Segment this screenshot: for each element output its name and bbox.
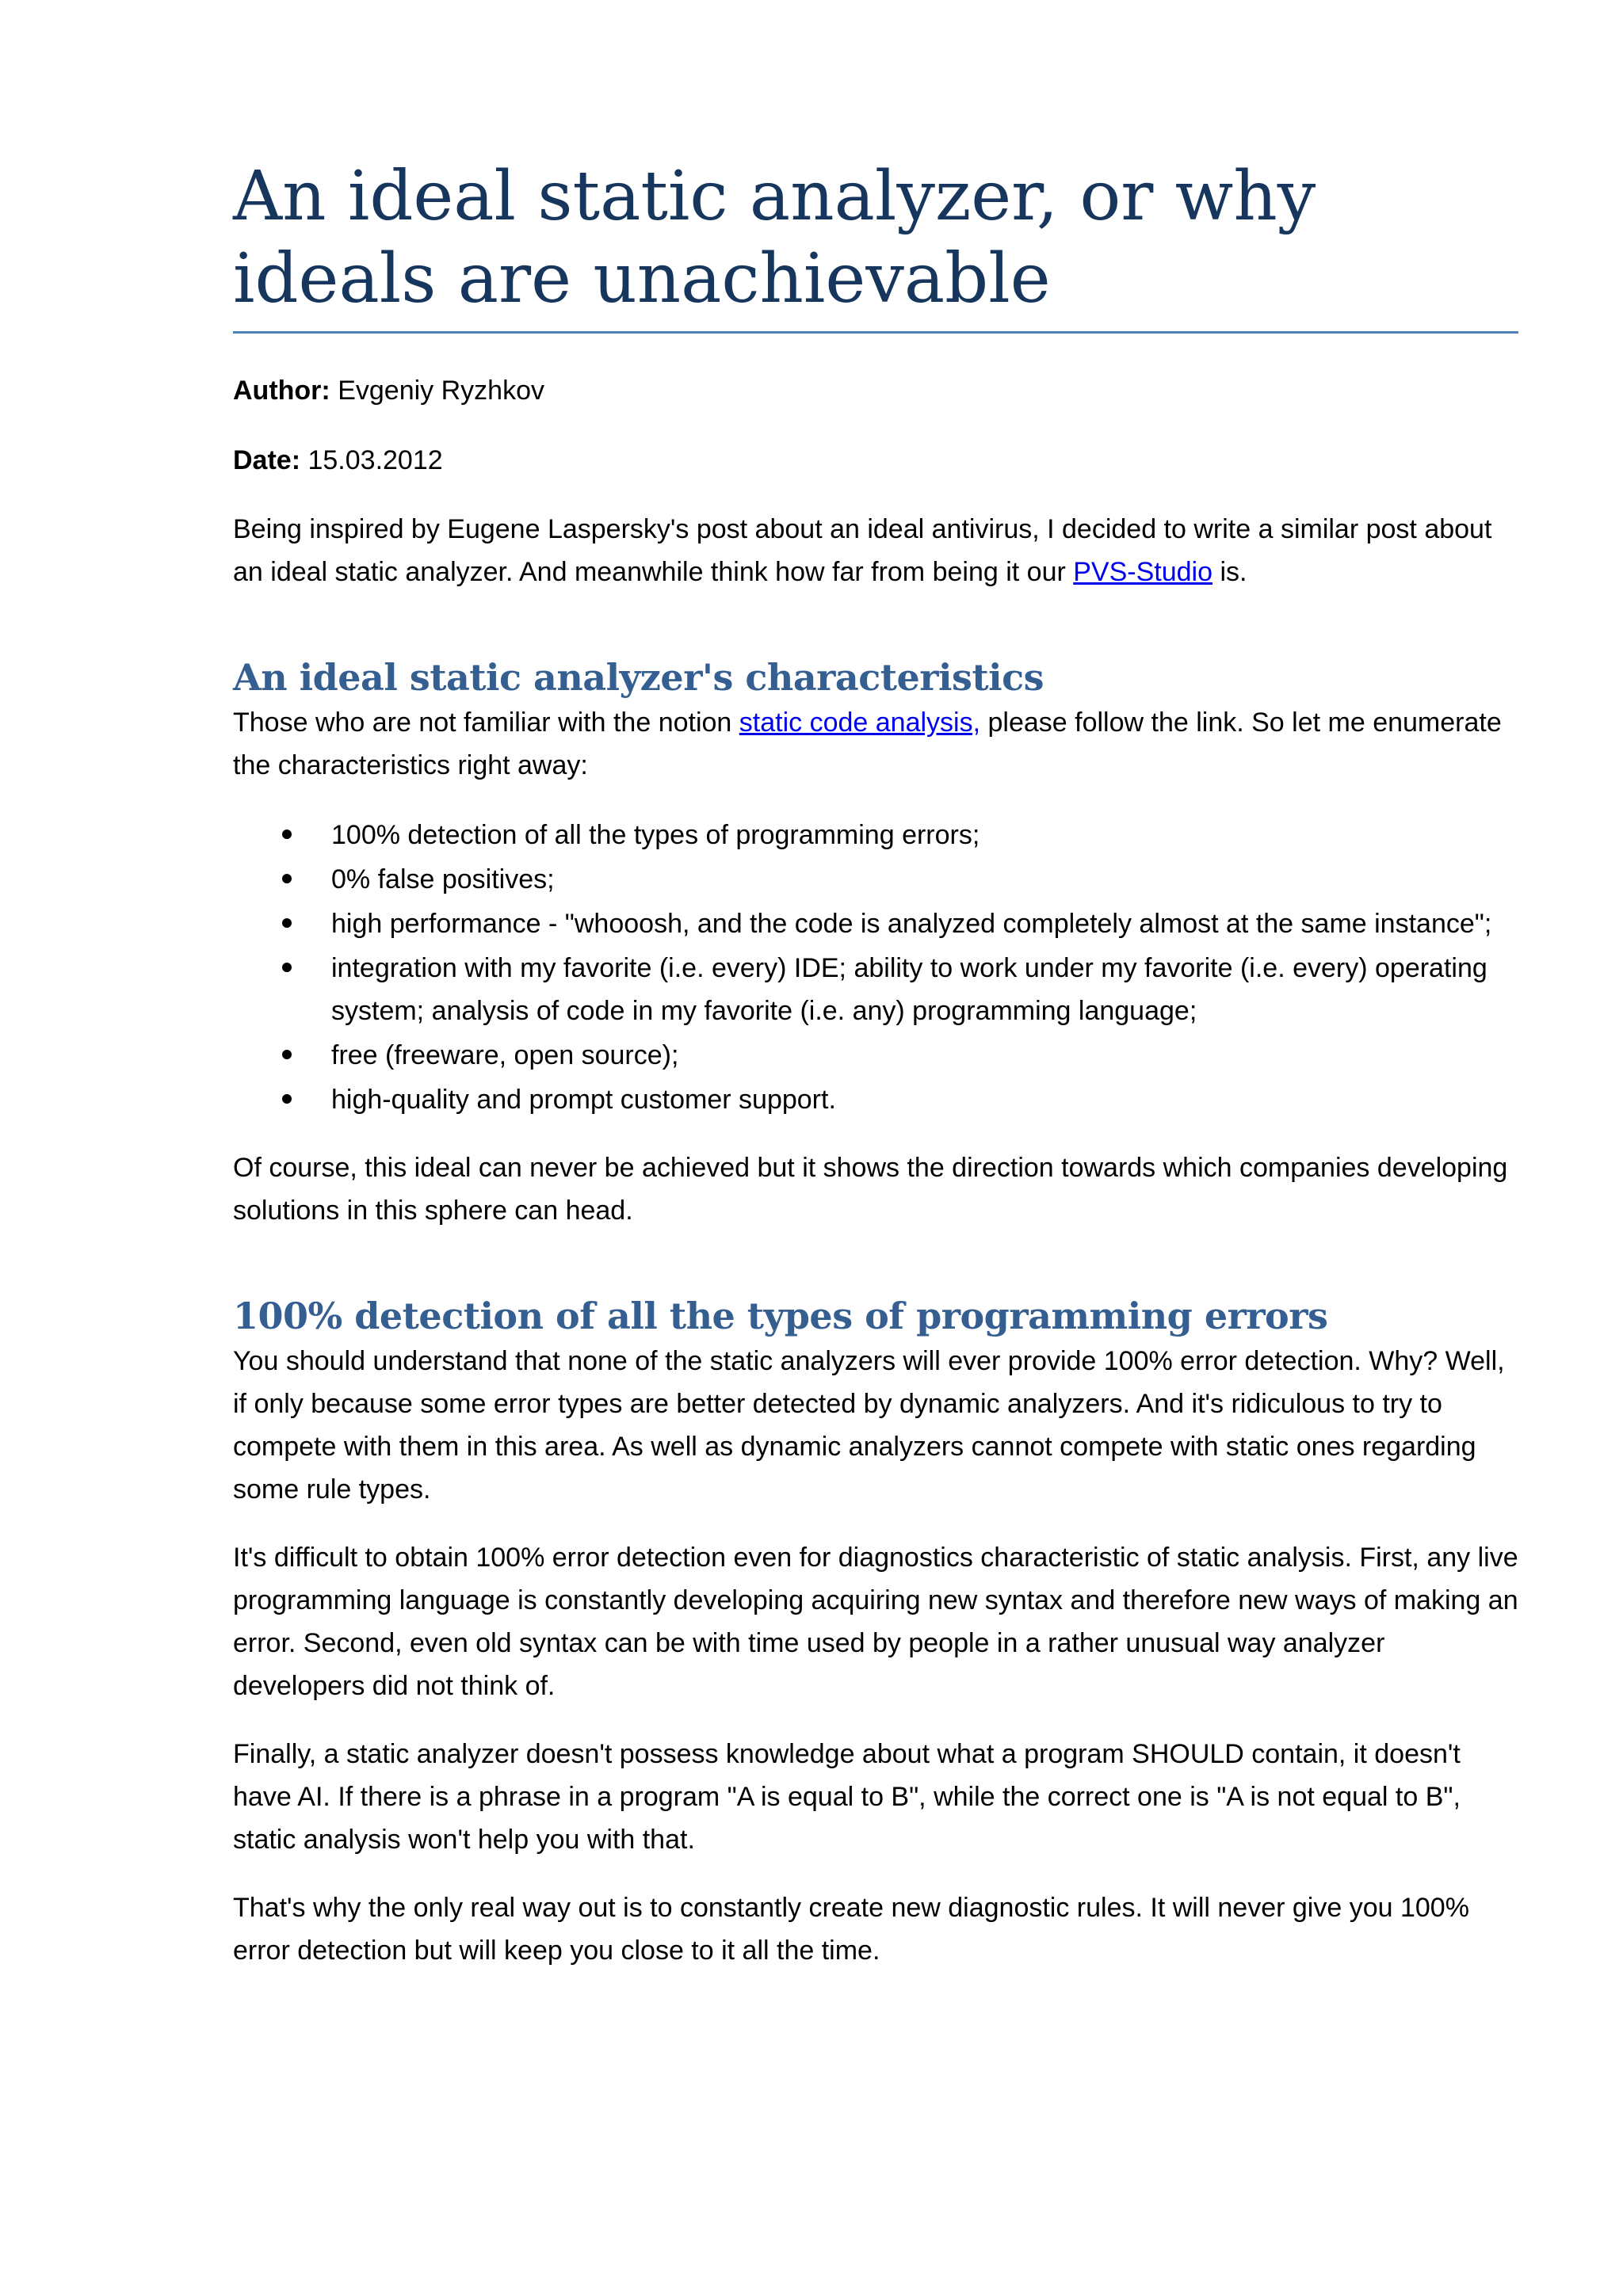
characteristics-text-after: please follow the link. So let me enumerate the characteristics right away: [233,707,1502,780]
date-label: Date: [233,445,301,475]
list-item: high performance - "whooosh, and the code is analyzed completely almost at the same instance"; [233,902,1518,945]
section-heading-characteristics: An ideal static analyzer's characteristics [233,656,1044,699]
list-item: free (freeware, open source); [233,1034,1518,1077]
author-name: Evgeniy Ryzhkov [338,376,544,406]
date-value: 15.03.2012 [307,445,443,475]
characteristics-intro-paragraph [233,701,1518,787]
intro-text-before: Being inspired by Eugene Laspersky's post about an ideal antivirus, I decided to write a similar post about an ideal static analyzer. And meanwhile think how far from being it our [233,514,1492,587]
characteristics-closing-paragraph: Of course, this ideal can never be achieved but it shows the direction towards which companies developing solutions in this sphere can head. [233,1153,1508,1226]
error-detection-paragraph-1: You should understand that none of the static analyzers will ever provide 100% error detection. Why? Well, if only because some error types are better detected by dynamic analyzers. And it's ridiculous to try to compete with them in this area. As well as dynamic analyzers cannot compete with static ones regarding some rule types. [233,1346,1505,1505]
list-item: integration with my favorite (i.e. every) IDE; ability to work under my favorite (i.e. every) operating system; analysis of code in my favorite (i.e. any) programming language; [233,947,1518,1032]
bullet-icon [282,830,292,839]
intro-paragraph [233,508,1518,593]
list-item: 0% false positives; [233,858,1518,901]
characteristics-list [233,814,1518,1121]
list-item: high-quality and prompt customer support. [233,1078,1518,1121]
bullet-icon [282,874,292,883]
error-detection-paragraph-3: Finally, a static analyzer doesn't possess knowledge about what a program SHOULD contain, it doesn't have AI. If there is a phrase in a program "A is equal to B", while the correct one is "A is not equal to B", static analysis won't help you with that. [233,1739,1461,1855]
author-label: Author: [233,376,330,406]
error-detection-paragraph-2: It's difficult to obtain 100% error detection even for diagnostics characteristic of static analysis. First, any live programming language is constantly developing acquiring new syntax and therefore new ways of making an error. Second, even old syntax can be with time used by people in a rather unusual way analyzer developers did not think of. [233,1543,1518,1701]
pvs-studio-link[interactable]: PVS-Studio [1073,557,1213,587]
document-title: An ideal static analyzer, or why ideals are unachievable [233,0,1518,334]
document-page [233,0,1518,1972]
section-heading-error-detection: 100% detection of all the types of programming errors [233,1295,1328,1337]
error-detection-paragraph-4: That's why the only real way out is to constantly create new diagnostic rules. It will never give you 100% error detection but will keep you close to it all the time. [233,1893,1469,1966]
date-line [233,440,1518,481]
static-code-analysis-link[interactable]: static code analysis, [739,707,981,738]
list-item: 100% detection of all the types of programming errors; [233,814,1518,856]
bullet-icon [282,918,292,928]
bullet-icon [282,1050,292,1059]
intro-text-after: is. [1212,557,1247,587]
characteristics-text-before: Those who are not familiar with the notion [233,707,739,738]
bullet-icon [282,963,292,972]
author-line [233,370,1518,411]
bullet-icon [282,1094,292,1104]
